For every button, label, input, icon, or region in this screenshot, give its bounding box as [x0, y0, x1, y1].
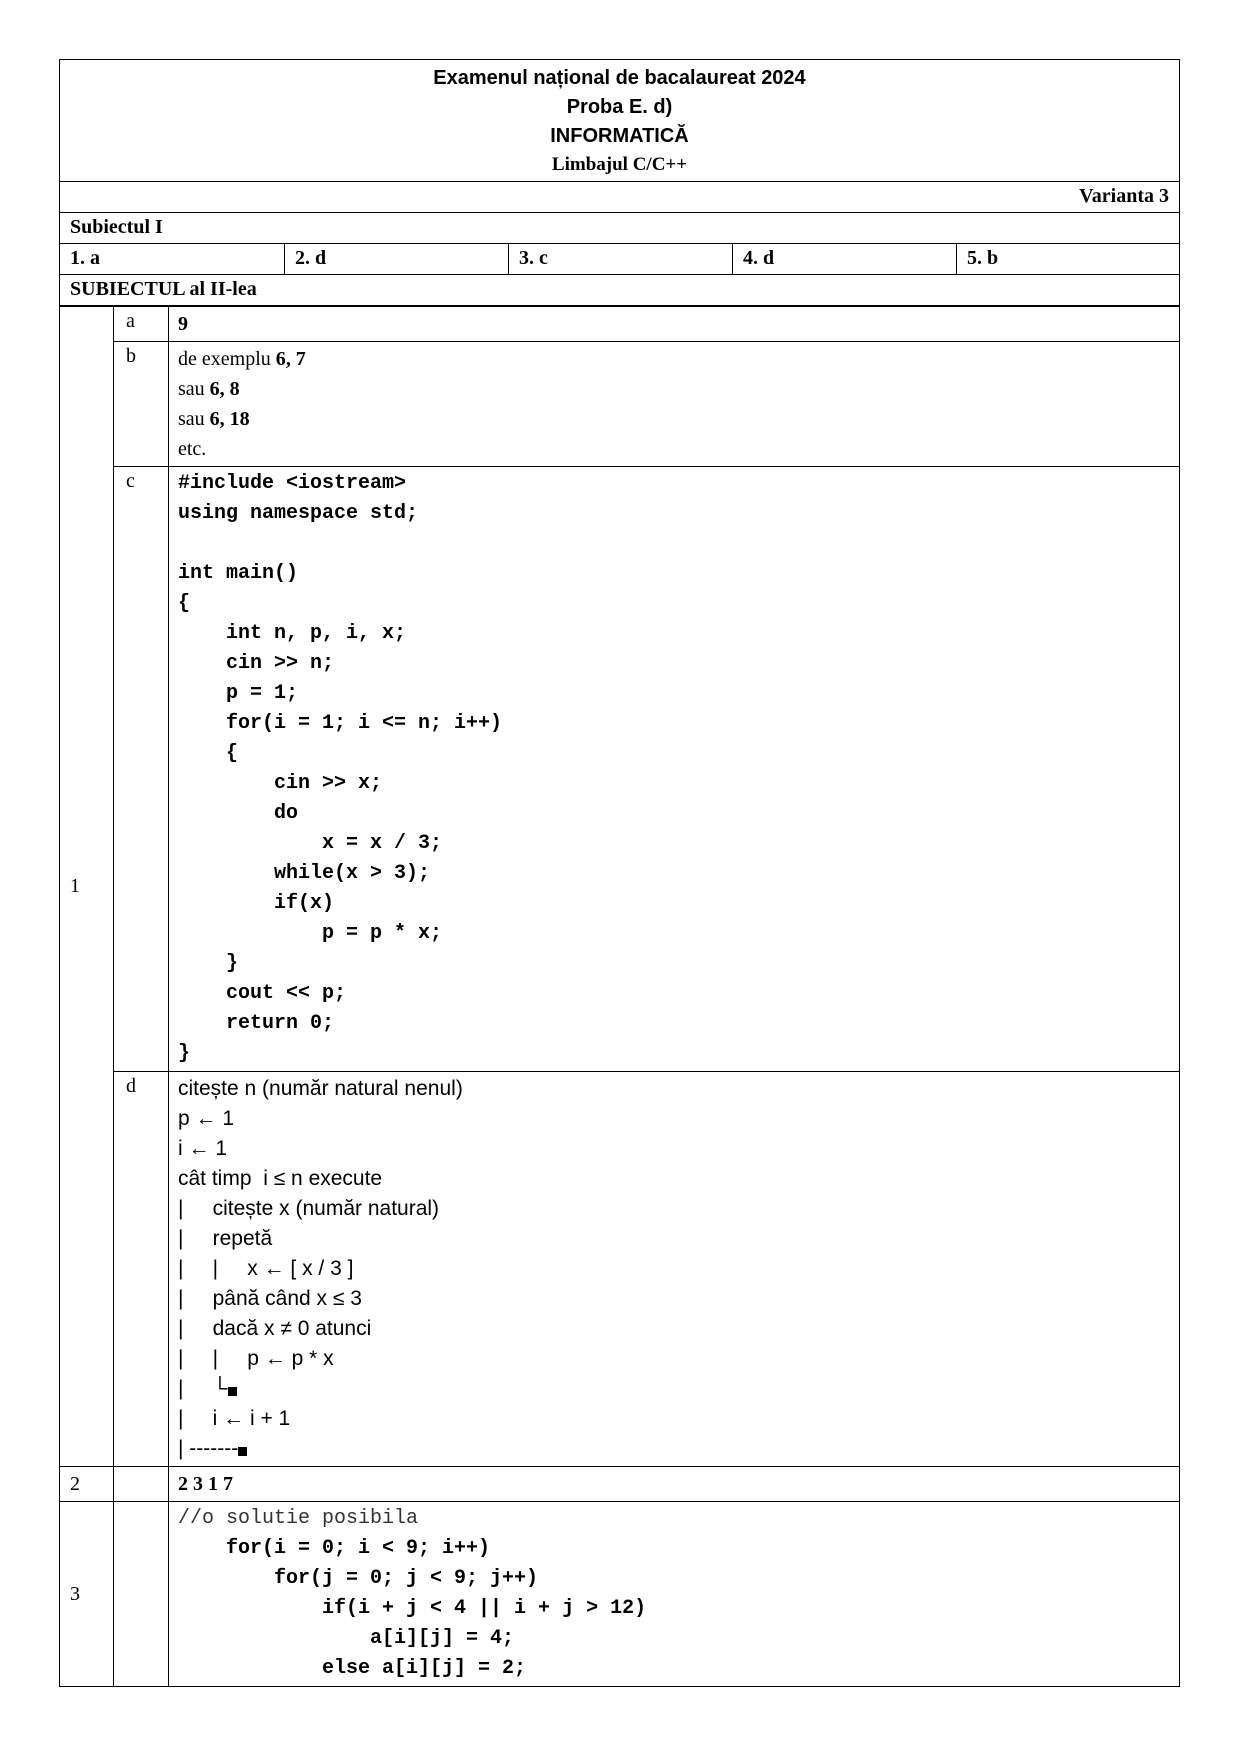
item-2-row: [60, 1467, 1180, 1502]
item-1a-label: a: [114, 307, 169, 342]
item-1b-line-prefix: etc.: [178, 438, 207, 460]
item-1d-pseudocode-block: [169, 1072, 1180, 1467]
exam-language: Limbajul C/C++: [551, 154, 688, 175]
code-line: for(j = 0; j < 9; j++): [178, 1567, 539, 1590]
pseudocode-text: | └: [178, 1377, 228, 1400]
code-line: else a[i][j] = 2;: [178, 1657, 527, 1680]
item-3-code-block: [169, 1502, 1180, 1687]
item-1b-answer-cell: [169, 342, 1180, 467]
code-comment: //o solutie posibila: [178, 1507, 419, 1530]
code-line: if(i + j < 4 || i + j > 12): [178, 1597, 647, 1620]
item-2-answer-cell: [169, 1467, 1180, 1502]
pseudocode-line: [178, 1434, 1171, 1464]
exam-subject: INFORMATICĂ: [550, 125, 689, 147]
subiect-ii-title: SUBIECTUL al II-lea: [59, 275, 1180, 306]
code-line: using namespace std;: [178, 502, 419, 525]
item-1b-line: [178, 404, 1171, 434]
code-line: {: [178, 592, 191, 615]
code-line: cin >> x;: [178, 772, 383, 795]
item-1b-line: [178, 374, 1171, 404]
exam-title: Examenul național de bacalaureat 2024: [433, 67, 806, 89]
subiect-i-title: Subiectul I: [59, 213, 1180, 244]
answer-2: 2. d: [284, 244, 508, 274]
pseudocode-line: [178, 1374, 1171, 1404]
code-line: for(i = 0; i < 9; i++): [178, 1537, 491, 1560]
subiect-i-answers: [59, 244, 1180, 275]
code-line: if(x): [178, 892, 335, 915]
pseudocode-line: citește n (număr natural nenul): [178, 1077, 463, 1100]
code-line: return 0;: [178, 1012, 335, 1035]
item-1b-line-value: 6, 7: [275, 348, 306, 370]
answer-5: 5. b: [956, 244, 1179, 274]
pseudocode-line: p ← 1: [178, 1107, 235, 1130]
item-1b-line: [178, 434, 1171, 464]
pseudocode-line: | | p ← p * x: [178, 1347, 334, 1370]
answer-1: 1. a: [70, 247, 100, 269]
subiect-ii-table: [59, 306, 1180, 1687]
code-line: while(x > 3);: [178, 862, 431, 885]
answer-key-document: [59, 59, 1180, 1687]
pseudocode-line: i ← 1: [178, 1137, 228, 1160]
pseudocode-line: | i ← i + 1: [178, 1407, 291, 1430]
item-2-answer: 2 3 1 7: [178, 1473, 233, 1495]
code-line: p = 1;: [178, 682, 299, 705]
document-header: [59, 59, 1180, 182]
code-line: p = p * x;: [178, 922, 443, 945]
item-1b-row: [60, 342, 1180, 467]
code-line: }: [178, 1042, 191, 1065]
item-1a-answer: 9: [178, 313, 188, 335]
item-1b-label: b: [114, 342, 169, 467]
code-line: }: [178, 952, 239, 975]
code-line: int n, p, i, x;: [178, 622, 407, 645]
block-end-marker-icon: [238, 1447, 247, 1456]
code-line: {: [178, 742, 239, 765]
pseudocode-line: | | x ← [ x / 3 ]: [178, 1257, 354, 1280]
code-line: int main(): [178, 562, 299, 585]
item-1b-line-prefix: sau: [178, 408, 210, 430]
code-line: cout << p;: [178, 982, 347, 1005]
item-1c-label: c: [114, 467, 169, 1072]
item-1d-row: [60, 1072, 1180, 1467]
answer-4: 4. d: [732, 244, 956, 274]
pseudocode-line: | citește x (număr natural): [178, 1197, 440, 1220]
code-line: x = x / 3;: [178, 832, 443, 855]
code-line: for(i = 1; i <= n; i++): [178, 712, 503, 735]
item-1b-line-prefix: de exemplu: [178, 348, 276, 370]
item-1c-code-block: [169, 467, 1180, 1072]
code-line: [178, 529, 1171, 559]
item-1c-row: [60, 467, 1180, 1072]
item-1d-label: d: [114, 1072, 169, 1467]
answer-3: 3. c: [508, 244, 732, 274]
pseudocode-text: | -------: [178, 1437, 239, 1460]
code-line: cin >> n;: [178, 652, 335, 675]
pseudocode-line: cât timp i ≤ n execute: [178, 1167, 383, 1190]
pseudocode-line: | până când x ≤ 3: [178, 1287, 362, 1310]
pseudocode-line: | repetă: [178, 1227, 273, 1250]
code-line: do: [178, 802, 299, 825]
item-1b-line-prefix: sau: [178, 378, 210, 400]
item-3-number: 3: [60, 1502, 114, 1687]
block-end-marker-icon: [228, 1387, 237, 1396]
item-2-number: 2: [60, 1467, 114, 1502]
item-2-empty-cell: [114, 1467, 169, 1502]
item-1a-row: [60, 307, 1180, 342]
item-1b-line-value: 6, 18: [209, 408, 250, 430]
variant-label: Varianta 3: [59, 182, 1180, 213]
code-line: #include <iostream>: [178, 472, 407, 495]
item-3-row: [60, 1502, 1180, 1687]
item-1a-answer-cell: [169, 307, 1180, 342]
exam-proba: Proba E. d): [566, 96, 673, 118]
item-1b-line-value: 6, 8: [209, 378, 240, 400]
item-1-number: 1: [60, 307, 114, 1467]
item-3-empty-cell: [114, 1502, 169, 1687]
pseudocode-line: | dacă x ≠ 0 atunci: [178, 1317, 372, 1340]
code-line: a[i][j] = 4;: [178, 1627, 515, 1650]
item-1b-line: [178, 344, 1171, 374]
